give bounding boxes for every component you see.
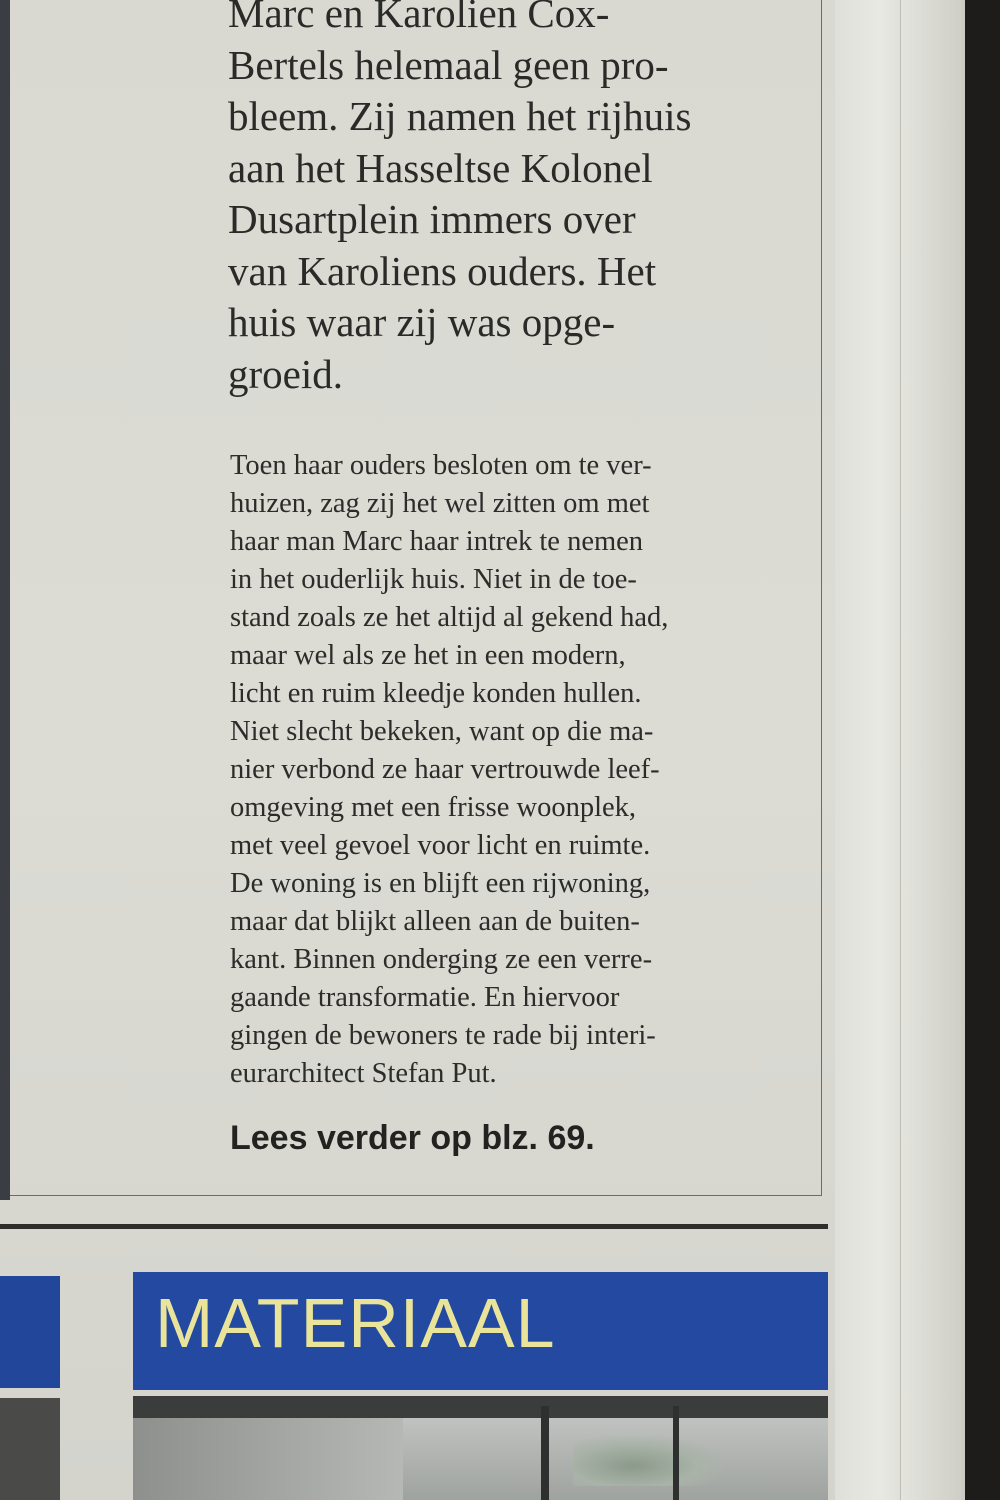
body-line: gaande transformatie. En hiervoor: [230, 982, 620, 1013]
body-line: eurarchitect Stefan Put.: [230, 1058, 497, 1089]
body-line: licht en ruim kleedje konden hullen.: [230, 678, 642, 709]
article-lead-paragraph: [228, 0, 788, 400]
interior-photo: [133, 1396, 828, 1500]
paper-stack-edge-inner: [900, 0, 961, 1500]
lead-line: van Karoliens ouders. Het: [228, 247, 657, 294]
lead-line: huis waar zij was opge-: [228, 299, 616, 345]
adjacent-banner: [0, 1276, 60, 1388]
adjacent-photo: [0, 1398, 60, 1500]
body-line: kant. Binnen onderging ze een verre-: [230, 944, 653, 975]
body-line: stand zoals ze het altijd al gekend had,: [230, 602, 669, 633]
lead-line: Dusartplein immers over: [228, 196, 636, 242]
read-more-reference: Lees verder op blz. 69.: [230, 1119, 595, 1157]
body-line: in het ouderlijk huis. Niet in de toe-: [230, 564, 637, 595]
body-line: Toen haar ouders besloten om te ver-: [230, 450, 652, 481]
lead-line: Marc en Karolien Cox-: [228, 0, 610, 36]
body-line: Niet slecht bekeken, want op die ma-: [230, 716, 654, 747]
body-line: met veel gevoel voor licht en ruimte.: [230, 830, 651, 861]
body-line: gingen de bewoners te rade bij interi-: [230, 1020, 656, 1051]
body-line: omgeving met een frisse woonplek,: [230, 792, 637, 823]
adjacent-photo-edge: [0, 0, 10, 1200]
photo-pillar: [541, 1406, 549, 1500]
photo-beam: [133, 1396, 828, 1418]
body-line: haar man Marc haar intrek te nemen: [230, 526, 644, 557]
body-line: De woning is en blijft een rijwoning,: [230, 868, 651, 899]
body-line: maar wel als ze het in een modern,: [230, 640, 626, 671]
article-body-paragraph: [230, 447, 790, 1093]
lead-line: groeid.: [228, 350, 343, 397]
photo-pillar: [673, 1406, 679, 1500]
lead-line: aan het Hasseltse Kolonel: [228, 144, 653, 191]
section-title: MATERIAAL: [155, 1284, 556, 1362]
photo-wall: [133, 1416, 403, 1500]
photo-trees: [573, 1436, 723, 1486]
lead-line: Bertels helemaal geen pro-: [228, 41, 669, 88]
body-line: maar dat blijkt alleen aan de buiten-: [230, 906, 640, 937]
lead-line: bleem. Zij namen het rijhuis: [228, 93, 692, 139]
section-divider: [0, 1224, 828, 1229]
background-dark: [965, 0, 1000, 1500]
body-line: nier verbond ze haar vertrouwde leef-: [230, 754, 660, 785]
body-line: huizen, zag zij het wel zitten om met: [230, 488, 650, 519]
